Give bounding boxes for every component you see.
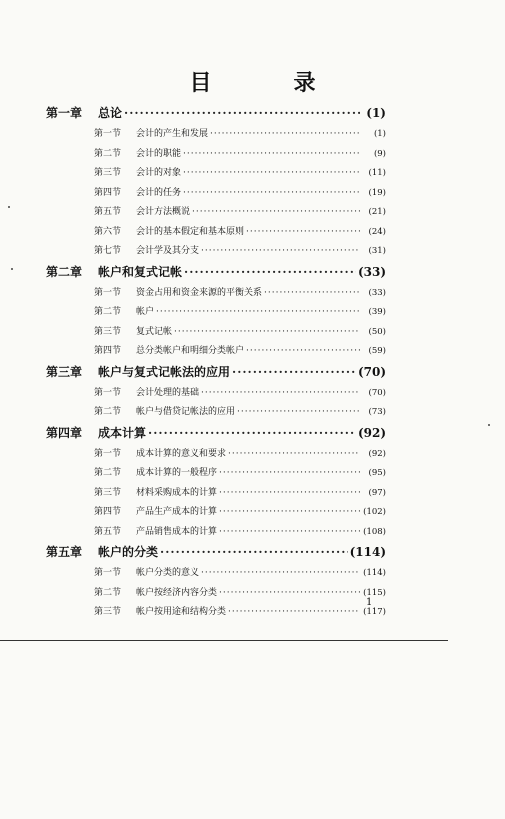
section-title: 成本计算的一般程序 <box>136 468 218 478</box>
page-number: (108) <box>363 526 386 537</box>
section-number: 第五节 <box>94 207 122 217</box>
toc-chapter-2 <box>46 263 386 285</box>
page-number: (1) <box>373 129 386 139</box>
dot-leader <box>219 588 360 598</box>
dot-leader <box>201 388 360 398</box>
section-title: 会计的基本假定和基本原则 <box>136 226 245 237</box>
section-number: 第四节 <box>94 187 122 198</box>
section-title: 帐户与借贷记帐法的应用 <box>136 407 236 417</box>
page-number: (70) <box>357 364 386 379</box>
page-folio: 1 <box>366 597 373 608</box>
section-title: 资金占用和资金来源的平衡关系 <box>136 287 263 298</box>
page-number: (33) <box>357 264 386 279</box>
toc-section <box>46 565 386 585</box>
chapter-number: 第一章 <box>46 106 83 120</box>
toc-section <box>46 204 386 224</box>
toc-section <box>46 304 386 324</box>
toc-section <box>46 446 386 466</box>
page-number: (115) <box>363 587 386 598</box>
section-title: 会计的对象 <box>136 168 182 178</box>
page-number: (70) <box>368 387 386 398</box>
section-number: 第六节 <box>94 226 122 237</box>
toc-section <box>46 324 386 344</box>
page-number: (11) <box>368 168 386 178</box>
page-number: (59) <box>368 346 386 356</box>
section-number: 第三节 <box>94 487 122 498</box>
toc-section <box>46 404 386 424</box>
dot-leader <box>156 307 360 317</box>
section-number: 第三节 <box>94 168 122 178</box>
toc-section <box>46 485 386 505</box>
dot-leader <box>210 129 360 139</box>
toc-section <box>46 185 386 205</box>
page-number: (1) <box>366 106 386 120</box>
page-number: (117) <box>363 607 386 617</box>
section-title: 材料采购成本的计算 <box>136 487 218 498</box>
dot-leader <box>219 527 360 537</box>
dot-leader <box>228 607 360 617</box>
section-title: 会计处理的基础 <box>136 387 200 398</box>
chapter-title: 帐户的分类 <box>98 545 159 559</box>
section-title: 会计的产生和发展 <box>136 129 209 139</box>
toc-section <box>46 126 386 146</box>
toc-section <box>46 146 386 166</box>
section-title: 产品生产成本的计算 <box>136 507 218 517</box>
chapter-number: 第二章 <box>46 264 83 279</box>
toc-section <box>46 243 386 263</box>
dot-leader <box>264 288 360 298</box>
section-number: 第二节 <box>94 148 122 159</box>
page-number: (97) <box>368 487 386 498</box>
page-number: (19) <box>368 187 386 198</box>
dot-leader <box>148 426 356 440</box>
page-number: (95) <box>368 468 386 478</box>
toc-chapter-4 <box>46 424 386 446</box>
chapter-number: 第三章 <box>46 364 83 379</box>
page-number: (24) <box>368 226 386 237</box>
section-number: 第一节 <box>94 129 122 139</box>
section-number: 第二节 <box>94 587 122 598</box>
scan-speck <box>488 424 490 426</box>
page-number: (31) <box>368 246 386 256</box>
toc-section <box>46 465 386 485</box>
toc-section <box>46 385 386 405</box>
toc-section <box>46 224 386 244</box>
scan-speck <box>8 206 10 208</box>
section-number: 第七节 <box>94 246 122 256</box>
dot-leader <box>219 488 360 498</box>
section-title: 帐户按用途和结构分类 <box>136 607 227 617</box>
toc-chapter-3 <box>46 363 386 385</box>
toc-chapter-1 <box>46 104 386 126</box>
scan-speck <box>11 268 13 270</box>
section-title: 成本计算的意义和要求 <box>136 448 227 459</box>
toc-section <box>46 165 386 185</box>
page-number: (9) <box>373 148 386 159</box>
chapter-title: 总论 <box>98 106 123 120</box>
dot-leader <box>246 346 360 356</box>
section-number: 第三节 <box>94 326 122 337</box>
section-number: 第四节 <box>94 507 122 517</box>
page-number: (92) <box>357 425 386 440</box>
page-number: (102) <box>363 507 386 517</box>
section-title: 帐户按经济内容分类 <box>136 587 218 598</box>
dot-leader <box>246 227 360 237</box>
section-title: 会计方法概说 <box>136 207 191 217</box>
dot-leader <box>183 188 360 198</box>
page-number: (33) <box>368 287 386 298</box>
toc-chapter-5 <box>46 543 386 565</box>
chapter-title: 帐户与复式记帐法的应用 <box>98 364 231 379</box>
page-number: (73) <box>368 407 386 417</box>
page-number: (114) <box>363 568 386 578</box>
toc-section <box>46 585 386 605</box>
dot-leader <box>174 327 360 337</box>
chapter-number: 第五章 <box>46 545 83 559</box>
dot-leader <box>219 468 360 478</box>
dot-leader <box>184 265 356 279</box>
dot-leader <box>192 207 360 217</box>
section-title: 会计的任务 <box>136 187 182 198</box>
dot-leader <box>183 168 360 178</box>
section-title: 帐户分类的意义 <box>136 568 200 578</box>
dot-leader <box>219 507 360 517</box>
section-number: 第四节 <box>94 346 122 356</box>
page-number: (21) <box>368 207 386 217</box>
section-number: 第二节 <box>94 468 122 478</box>
page-number: (50) <box>368 326 386 337</box>
page-number: (39) <box>368 307 386 317</box>
section-title: 复式记帐 <box>136 326 173 337</box>
section-title: 帐户 <box>136 307 155 317</box>
section-number: 第二节 <box>94 307 122 317</box>
dot-leader <box>124 106 360 120</box>
page-number: (114) <box>349 545 386 559</box>
section-number: 第五节 <box>94 526 122 537</box>
toc-section <box>46 604 386 624</box>
bottom-rule <box>0 640 448 641</box>
dot-leader <box>183 149 360 159</box>
section-title: 会计学及其分支 <box>136 246 200 256</box>
toc-section <box>46 285 386 305</box>
table-of-contents <box>46 104 386 624</box>
chapter-title: 成本计算 <box>98 425 147 440</box>
toc-section <box>46 343 386 363</box>
dot-leader <box>228 449 360 459</box>
section-number: 第二节 <box>94 407 122 417</box>
section-title: 总分类帐户和明细分类帐户 <box>136 346 245 356</box>
section-number: 第一节 <box>94 568 122 578</box>
section-title: 产品销售成本的计算 <box>136 526 218 537</box>
section-number: 第一节 <box>94 448 122 459</box>
section-number: 第一节 <box>94 387 122 398</box>
page-number: (92) <box>368 448 386 459</box>
dot-leader <box>232 365 356 379</box>
toc-section <box>46 524 386 544</box>
section-number: 第一节 <box>94 287 122 298</box>
page-title: 目 录 <box>189 70 346 96</box>
section-number: 第三节 <box>94 607 122 617</box>
dot-leader <box>201 246 360 256</box>
dot-leader <box>160 545 348 559</box>
dot-leader <box>201 568 360 578</box>
toc-section <box>46 504 386 524</box>
dot-leader <box>237 407 360 417</box>
chapter-number: 第四章 <box>46 425 83 440</box>
section-title: 会计的职能 <box>136 148 182 159</box>
chapter-title: 帐户和复式记帐 <box>98 264 183 279</box>
